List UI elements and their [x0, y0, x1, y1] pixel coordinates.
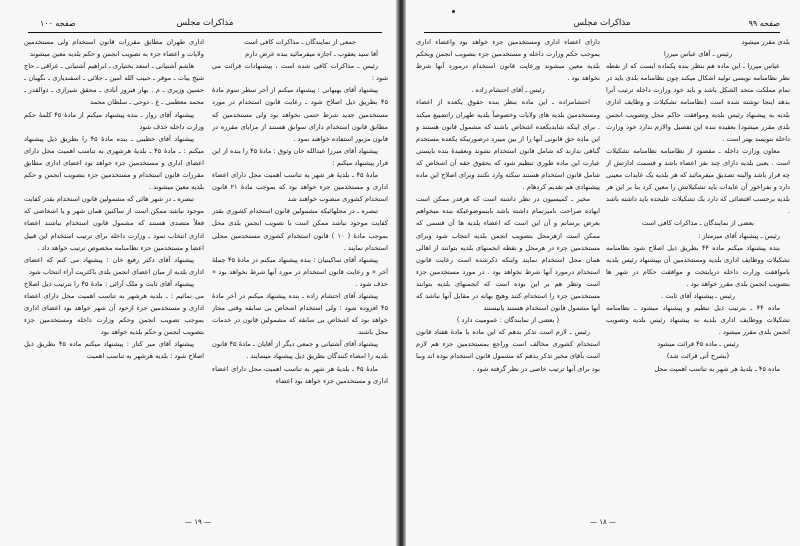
page-number-label: صفحه ۹۹	[748, 19, 780, 28]
paragraph: (بشرح آتی قرائت شد)	[666, 352, 730, 361]
paragraph: رئیس ـ لازم است تذکر بدهم که این ماده با مادهٔ هفتاد قانون استخدام کشوری مخالف است وراجع بمستخدمین جزء هم لازم است بآقای مخبر تذکر بدهم که مشمول قانون استخدام بوده اند وبنا بود برای آنها ترتیب خاصی در نظر گرفته شود .	[416, 328, 600, 373]
running-title: مذاکرات مجلس	[573, 18, 631, 28]
paragraph: احتشامزاده ـ این ماده بنظر بنده حقوق یکعده از اعضاء ومستخدمین بلدیه های ولایات وخصوصاً بلدیه طهران راتضییع میکند . برای اینکه شایدیکعده اشخاص باشند که مشمول قانون هستند و این ماده حق قانونی آنها را از بین میبرد درصورتیکه یکعده مستخدم گناهی ندارند که شامل قانون استخدام نشوند وبعقیدهٔ بنده بایستی عبارت این ماده طوری تنظیم شود که بحقوق حقه آن اشخاص که شامل قانون استخدام هستند سکته وارد نکنند وبرای اصلاح این ماده پیشنهادی هم تقدیم کردهام .	[416, 98, 600, 192]
paragraph: بنده پیشنهاد میکنم ماده ۴۴ بطریق ذیل اصلاح شود نظامنامه تشکیلات ووظایف اداری بلدیه ومستخدمین آن بپیشنهاد رئیس بلدیه باموافقت وزارت داخله درپایتخت و موافقت حکام در شهر ها بتصویب انجمن بلدی مقرر خواهد بود .	[606, 243, 790, 288]
paragraph: معاون وزارت داخله ـ مقصود از نظامنامه نظامنامه تشکیلات است . یعنی بلدیه دارای چند نفر اعضاء باشد و قسمت ادارتش از چه قرار باشد والبته تصدیق میفرمائید که هر بلدیه یک عایدات معینی دارد و بفراخور آن عایدات باید تشکیلاتش را معین کرد بنا بر این هر بلدیه برحسب اقتضائی که دارد یک تشکیلات علیحده باید داشته باشد .	[606, 146, 790, 216]
paragraph: دارای اعضاء اداری ومستخدمین جزء خواهد بود واعضاء اداری بموجب حکم وزارت داخله و مستخدمین جزء بتصویب انجمن وبحکم بلدیه معین میشوند ورعایت قانون استخدام درمورد آنها شرط نخواهد بود .	[416, 38, 600, 83]
ink-speck	[452, 10, 455, 13]
paragraph: رئیس ـ آقای عباس میرزا	[663, 50, 733, 59]
paragraph: پیشنهاد آقای دکتر رفیع خان : پیشنهاد می کنم که اعضای اداری بلدیه از میان اعضای انجمن بلدی باکثریت آراء انتخاب شود	[24, 255, 204, 276]
right-page-header	[424, 18, 780, 33]
paragraph: رئیس ـ ماده ۴۵ قرائت میشود	[657, 340, 739, 349]
paragraph: عباس میرزا ـ این ماده هم بنظر بنده یکماده ایست که از نقطه نظر نظامنامه نویسی تولید اشکال میکند چون نظامنامه بلدی باید در تمام مملکت متحد الشکل باشد و باید خود وزارت داخله ترتیب آنرا بدهد اینجا نوشته شده است (نظامنامه تشکیلات و وظایف اداری بلدیه به پیشنهاد رئیس بلدیه وموافقت حاکم محل وتصویب انجمن بلدی مقرر میشود) بعقیده بنده این تفصیل والازم ندارد خود وزارت داخله بنویسد بهتر است .	[606, 62, 790, 143]
binding-gutter	[396, 0, 406, 546]
paragraph: رئیس ـ آقای احتشام زاده .	[471, 86, 545, 95]
paragraph: پیشنهاد آقای آشتیانی و جمعی دیگر از آقایان ـ مادهٔ ۴۵ قانون بلدیه را امضاء کنندگان بطریق ذیل پیشنهاد مینمایند .	[212, 340, 388, 361]
left-page-footer-number: — ۱۹ —	[185, 518, 211, 526]
page-number-label: صفحه ۱۰۰	[40, 19, 76, 28]
right-page-footer-number: — ۱۸ —	[590, 518, 616, 526]
paragraph: ( بعضی از نمایندگان : عمومیت دارد )	[456, 316, 560, 325]
paragraph: پیشنهاد آقای احتشام زاده ـ بنده پیشنهاد میکنم در آخر مادهٔ ۴۵ افزوده شود : ولی استخدام اشخاص بی سابقه وقتی مجاز خواهد بود که اشخاص بی سابقه که مشمولین قانون در خدمات محل باشند	[212, 291, 388, 337]
paragraph: پیشنهاد آقای میرزا عبدالله خان وثوق : مادهٔ ۴۵ را بنده از این قرار پیشنهاد میکنم :	[212, 146, 388, 167]
paragraph: ماده ۴۵ ـ بلدیهٔ هر شهر به تناسب اهمیت محل	[654, 364, 780, 373]
paragraph: جمعی از نمایندگان ـ مذاکرات کافی است	[243, 38, 357, 46]
paragraph: مادهٔ ۴۵ ـ بلدیهٔ هر شهر به تناسب اهمیت محل دارای اعضاء اداری و مستخدمین جزء خواهد بود که بموجب مادهٔ ۲۱ قانون استخدام کشوری منصوب خواهند شد	[212, 171, 388, 204]
paragraph: ماده ۴۴ ـ بترتیب ذیل تنظیم و پیشنهاد میشود ـ نظامنامه تشکیلات ووظایف اداری بلدیه به پیشنهاد رئیس بلدیه وتصویب انجمن بلدی مقرر میشود .	[606, 304, 790, 337]
left-page	[0, 0, 396, 546]
paragraph: پیشنهاد آقای ساکینیان : بنده پیشنهاد میکنم در مادهٔ ۴۵ جملهٔ آخر « و رعایت قانون استخدام در مورد آنها شرط نخواهد بود » حذف شود .	[212, 255, 388, 288]
left-page-right-column	[212, 36, 388, 510]
right-page-left-column	[416, 36, 600, 510]
paragraph: بلدی مقرر میشود	[741, 38, 790, 46]
paragraph: پیشنهاد آقای بهبهانی : پیشنهاد میکنم از آخر سطر سوم مادهٔ ۴۵ بطریق ذیل اصلاح شود ـ رعایت قانون استخدام در مورد مستخدمین جدید شرط حتمی نخواهد بود ولی مستخدمین که مطابق قانون استخدام دارای سوابق هستند از مزایای مقرره در قانون مزبور استفاده خواهند نمود .	[212, 86, 388, 143]
paragraph: رئیس ـ پیشنهاد آقای میرمتاز :	[698, 231, 780, 240]
paragraph: رئیس ـ مذاکرات کافی شده است ، پیشنهادات قرائت می شود :	[212, 62, 388, 83]
paragraph: اداری طهران مطابق مقررات قانون استخدام ولی مستخدمین ولایات و اعضاء جزء به تصویب انجمن و حکم بلدیه معین میشوند	[24, 38, 204, 59]
running-title: مذاکرات مجلس	[176, 18, 234, 28]
paragraph: پیشنهاد آقای ثابت و ملک آرائی : مادهٔ ۴۵ را بترتیب ذیل اصلاح می نمائیم : ـ بلدیه هرشهر به تناسب اهمیت محل دارای اعضاء اداری و مستخدمین جزء ازخود آن شهر خواهد بود اعضای اداری بموجب تصویب انجمن وحکم وزارت داخله ومستخدمین جزء بتصویب انجمن و حکم بلدیه خواهد بود	[24, 279, 204, 337]
paragraph: هاشم آشتیانی ـ اسعد بختیاری ـ ابراهیم آشتیانی ـ عراقی ـ حاج شیخ بیات ـ موقر ـ حبیب الله امین ـ جلائی ـ اسفندیاری ـ نگهبان ـ حسین وزیری ـ م . بهار فیروز آبادی ـ محقق شیرازی ـ ذوالقدر ـ محمد معظمی ـ ع . دوحی ـ سلطان محمد	[24, 62, 204, 107]
right-page	[406, 0, 800, 546]
paragraph: بعضی از نمایندگان ـ مذاکرات کافی است	[642, 219, 754, 228]
right-page-right-column	[606, 36, 790, 510]
paragraph: تبصره ـ در شهر هائی که مشمولین قانون استخدام بقدر کفایت موجود نباشد ممکن است از ساکنین همان شهر و یا اشخاصی که فعلاً متصدی هستند که مشمول قانون استخدام نباشند اعضاء اداری انتخاب نمود ـ وزارت داخله برای ترتیب استخدام این قبیل اعضا و مستخدمین جزء نظامنامه مخصوص ترتیب خواهد داد .	[24, 195, 204, 252]
paragraph: تبصره ـ در محلهائیکه مشمولین قانون استخدام کشوری بقدر کفایت موجود نباشد ممکن است با تصویب انجمن بلدی محل بموجب مادهٔ ( ۱۰ ) قانون استخدام کشوری مستخدمین محلی استخدام نمایند .	[212, 207, 388, 252]
paragraph: مخبر ـ کمیسیون در نظر داشته است که هرقدر ممکن است ابهاده صراحت نامیرتمام داشته باشد بابنموضوعیکه بنده میخواهم بعرض برسانم و آن این است که اعضاء بلدیه ها آن قسمی که ممکن است ازهرمحل بتصویب انجمن بلدیه انتخاب شود وبرای مستخدمین جزء در هرمحل و نقطه انجمنهای بلدیه بتوانند از اهالی همان محل استخدام نمایند واینکه ذکرشده است رعایت قانون استخدام درمورد آنها شرط نخواهد بود . در مورد مستخدمین جزء است ونظر هم بر این بوده است که انجمنهای بلدیه بتوانند مستخدمین جزء را استخدام کنند وهیچ بهانه در مقابل آنها نباشد که آنها مشمول قانون استخدام هستند یانیستند	[416, 195, 600, 313]
left-page-header	[28, 18, 382, 33]
paragraph: پیشنهاد آقای خطیبی ـ بنده مادهٔ ۴۵ را بطریق ذیل پیشنهاد میکنم : ـ مادهٔ ۴۵ ـ بلدیهٔ هرشهری به تناسب اهمیت محل دارای اعضای اداری و مستخدمین جزء خواهد بود اعضای اداری مطابق مقررات قانون استخدام و مستخدمین جزء بتصویب انجمن و حکم بلدیه معین میشوند .	[24, 134, 204, 192]
left-page-left-column	[24, 36, 204, 510]
paragraph: مادهٔ ۴۵ ـ بلدیهٔ هر شهر به تناسب اهمیت محل دارای اعضاء اداری و مستخدمین جزء خواهد بود اعضاء	[212, 364, 388, 385]
paragraph: پیشنهاد آقای میر کتاز : پیشنهاد میکنم ماده ۴۵ بطریق ذیل اصلاح شود : بلدیه هرشهر به تناسب اهمیت	[24, 340, 204, 361]
paragraph: پیشنهاد آقای زوار ـ بنده پیشنهاد میکنم از مادهٔ ۴۵ کلمهٔ حکم وزارت داخله حذف شود	[24, 110, 204, 131]
paragraph: آقا سید یعقوب ـ اجازه میفرمائید بنده عرض دارم	[245, 50, 378, 59]
paragraph: رئیس ـ پیشنهاد آقای ثابت .	[661, 291, 735, 300]
